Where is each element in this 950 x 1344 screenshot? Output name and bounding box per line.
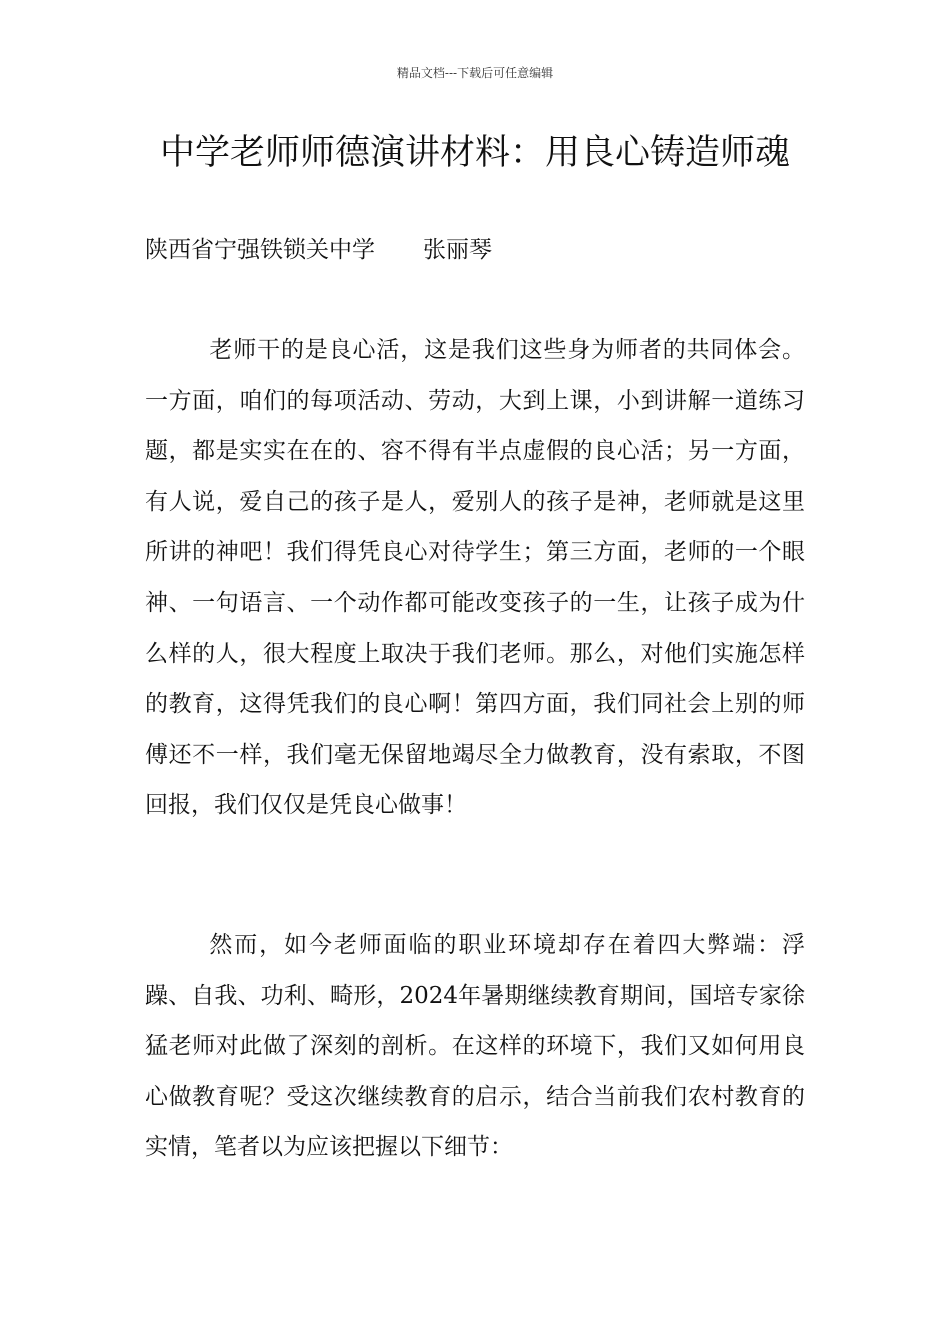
body-paragraph: 然而，如今老师面临的职业环境却存在着四大弊端：浮躁、自我、功利、畸形，2024年暑期继续教育期间，国培专家徐猛老师对此做了深刻的剖析。在这样的环境下，我们又如何用良心做教育呢？受这次继续教育的启示，结合当前我们农村教育的实情，笔者以为应该把握以下细节： [145, 932, 805, 1161]
document-title: 中学老师师德演讲材料：用良心铸造师魂 [159, 133, 790, 173]
body-paragraph: 老师干的是良心活，这是我们这些身为师者的共同体会。一方面，咱们的每项活动、劳动，大到上课，小到讲解一道练习题，都是实实在在的、容不得有半点虚假的良心活；另一方面，有人说，爱自己的孩子是人，爱别人的孩子是神，老师就是这里所讲的神吧！我们得凭良心对待学生；第三方面，老师的一个眼神、一句语言、一个动作都可能改变孩子的一生，让孩子成为什么样的人，很大程度上取决于我们老师。那么，对他们实施怎样的教育，这得凭我们的良心啊！第四方面，我们同社会上别的师傅还不一样，我们毫无保留地竭尽全力做教育，没有索取，不图回报，我们仅仅是凭良心做事！ [145, 337, 805, 819]
school-name: 陕西省宁强铁锁关中学 [145, 237, 375, 263]
byline [145, 230, 805, 270]
page-header: 精品文档---下载后可任意编辑 [396, 66, 554, 80]
author-name: 张丽琴 [423, 237, 492, 263]
